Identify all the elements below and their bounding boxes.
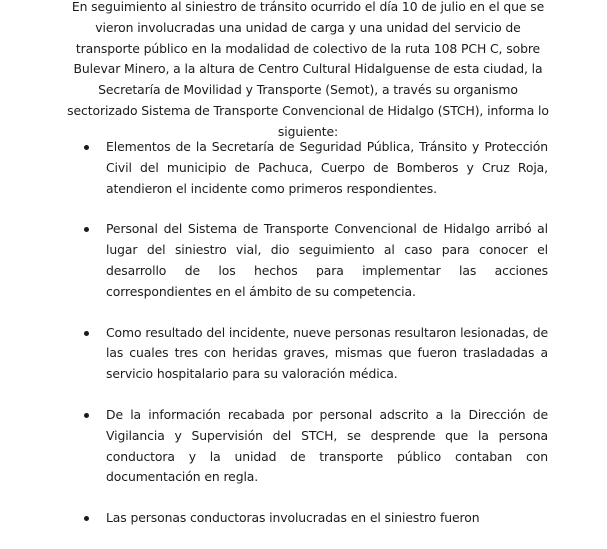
list-item <box>78 137 548 199</box>
bullet-icon <box>84 145 89 150</box>
list-item <box>78 219 548 302</box>
list-item-text: Las personas conductoras involucradas en el siniestro fueron <box>106 510 480 526</box>
bullet-icon <box>84 227 89 232</box>
list-item-text: Elementos de la Secretaría de Seguridad Pública, Tránsito y Protección Civil del municipio de Pachuca, Cuerpo de Bomberos y Cruz Roja, atendieron el incidente como primeros respondientes. <box>106 139 548 196</box>
bullet-icon <box>84 413 89 418</box>
list-item <box>78 323 548 385</box>
list-item <box>78 508 548 529</box>
list-item-text: Como resultado del incidente, nueve personas resultaron lesionadas, de las cuales tres con heridas graves, mismas que fueron trasladadas a servicio hospitalario para su valoración médica. <box>106 324 548 382</box>
bullet-icon <box>84 331 89 336</box>
list-item-text: Personal del Sistema de Transporte Convencional de Hidalgo arribó al lugar del siniestro vial, dio seguimiento al caso para conocer el desarrollo de los hechos para implementar las acciones correspondientes en el ámbito de su competencia. <box>106 221 548 299</box>
bullet-list <box>78 137 548 549</box>
intro-paragraph: En seguimiento al siniestro de tránsito ocurrido el día 10 de julio en el que se vieron involucradas una unidad de carga y una unidad del servicio de transporte público en la modalidad de colectivo de la ruta 108 PCH C, sobre Bulevar Minero, a la altura de Centro Cultural Hidalguense de esta ciudad, la Secretaría de Movilidad y Transporte (Semot), a través su organismo sectorizado Sistema de Transporte Convencional de Hidalgo (STCH), informa lo siguiente: <box>67 0 549 139</box>
list-item <box>78 405 548 488</box>
bullet-icon <box>84 516 89 521</box>
list-item-text: De la información recabada por personal adscrito a la Dirección de Vigilancia y Supervisión del STCH, se desprende que la persona conductora y la unidad de transporte público contaban con documentación en regla. <box>106 406 548 485</box>
